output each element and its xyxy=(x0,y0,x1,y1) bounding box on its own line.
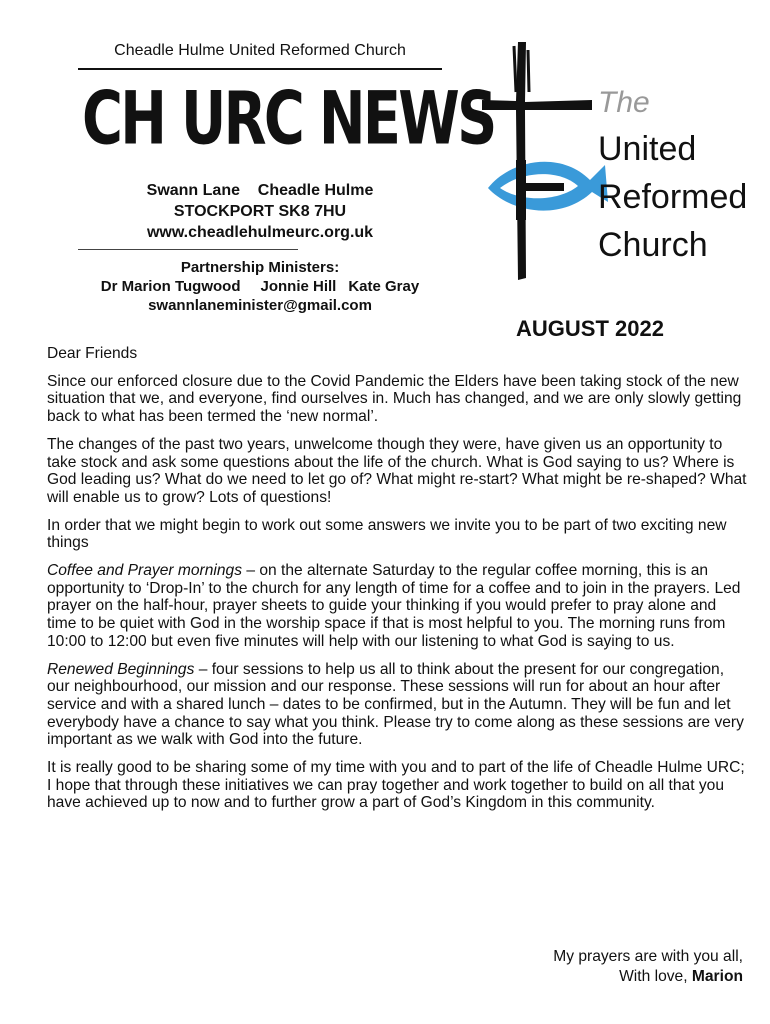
closing-line-2 xyxy=(553,967,743,987)
renewed-beginnings-text: – four sessions to help us all to think about the present for our congregation, our neighbourhood, our mission and our response. These sessions will run for about an hour after service and with a shared lunch – dates to be confirmed, but in the Autumn. They will be fun and let everybody have a chance to say what you think. Please try to come along as these sessions are very important as we walk with God into the future. xyxy=(47,660,744,749)
letter-body xyxy=(47,345,747,822)
minister-name: Jonnie Hill xyxy=(260,278,337,295)
paragraph-2: The changes of the past two years, unwelcome though they were, have given us an opportunity to take stock and ask some questions about the life of the church. What is God saying to us? Where is God leading us? What do we need to let go of? What might re-start? What might be re-shaped? What will enable us to grow? Lots of questions! xyxy=(47,435,747,506)
logo-the: The xyxy=(598,86,650,119)
logo-church: Church xyxy=(598,226,708,264)
paragraph-5 xyxy=(47,661,747,750)
urc-logo xyxy=(480,40,750,290)
signoff xyxy=(553,947,743,987)
address-divider xyxy=(78,249,298,250)
paragraph-4 xyxy=(47,562,747,651)
paragraph-1: Since our enforced closure due to the Covid Pandemic the Elders have been taking stock of the new situation that we, and everyone, find ourselves in. Much has changed, and we are only slowly getting back to what has been termed the ‘new normal’. xyxy=(47,372,742,426)
ministers-heading: Partnership Ministers: xyxy=(180,259,340,276)
church-address xyxy=(60,180,460,243)
ministers-names xyxy=(60,277,460,296)
closing-prefix: With love, xyxy=(619,968,692,985)
newsletter-title: CH URC NEWS xyxy=(82,74,495,162)
minister-name: Dr Marion Tugwood xyxy=(100,278,241,295)
coffee-prayer-text: – on the alternate Saturday to the regular coffee morning, this is an opportunity to ‘Drop-In’ to the church for any length of time for a coffee and to join in the prayers. Led prayer on the half-hour, prayer sheets to guide your thinking if you would prefer to pray alone and time to be quiet with God in the worship space if that is most helpful to you. The morning runs from 10:00 to 12:00 but even five minutes will help with our listening to what God is saying to us. xyxy=(47,562,741,650)
website-link[interactable]: www.cheadlehulmeurc.org.uk xyxy=(146,224,374,241)
logo-united: United xyxy=(598,130,697,168)
paragraph-3: In order that we might begin to work out some answers we invite you to be part of two exciting new things xyxy=(47,516,727,552)
paragraph-6: It is really good to be sharing some of my time with you and to part of the life of Cheadle Hulme URC; I hope that through these initiatives we can pray together and work together to build on all that you have achieved up to now and to further grow a part of God’s Kingdom in this community. xyxy=(47,759,745,812)
closing-line-1: My prayers are with you all, xyxy=(553,948,743,965)
minister-name: Kate Gray xyxy=(348,278,420,295)
ministers-block xyxy=(60,258,460,315)
address-line-2: STOCKPORT SK8 7HU xyxy=(173,203,347,220)
greeting: Dear Friends xyxy=(47,345,138,362)
issue-date: AUGUST 2022 xyxy=(516,316,664,341)
logo-reformed: Reformed xyxy=(598,178,748,216)
header-rule xyxy=(78,68,442,70)
signature-name: Marion xyxy=(691,968,743,985)
coffee-prayer-heading: Coffee and Prayer mornings xyxy=(47,562,243,580)
renewed-beginnings-heading: Renewed Beginnings xyxy=(47,660,195,678)
cross-fish-icon xyxy=(480,40,750,290)
address-line-1: Swann Lane Cheadle Hulme xyxy=(146,182,374,199)
church-name: Cheadle Hulme United Reformed Church xyxy=(114,42,406,59)
minister-email[interactable]: swannlaneminister@gmail.com xyxy=(148,297,372,314)
